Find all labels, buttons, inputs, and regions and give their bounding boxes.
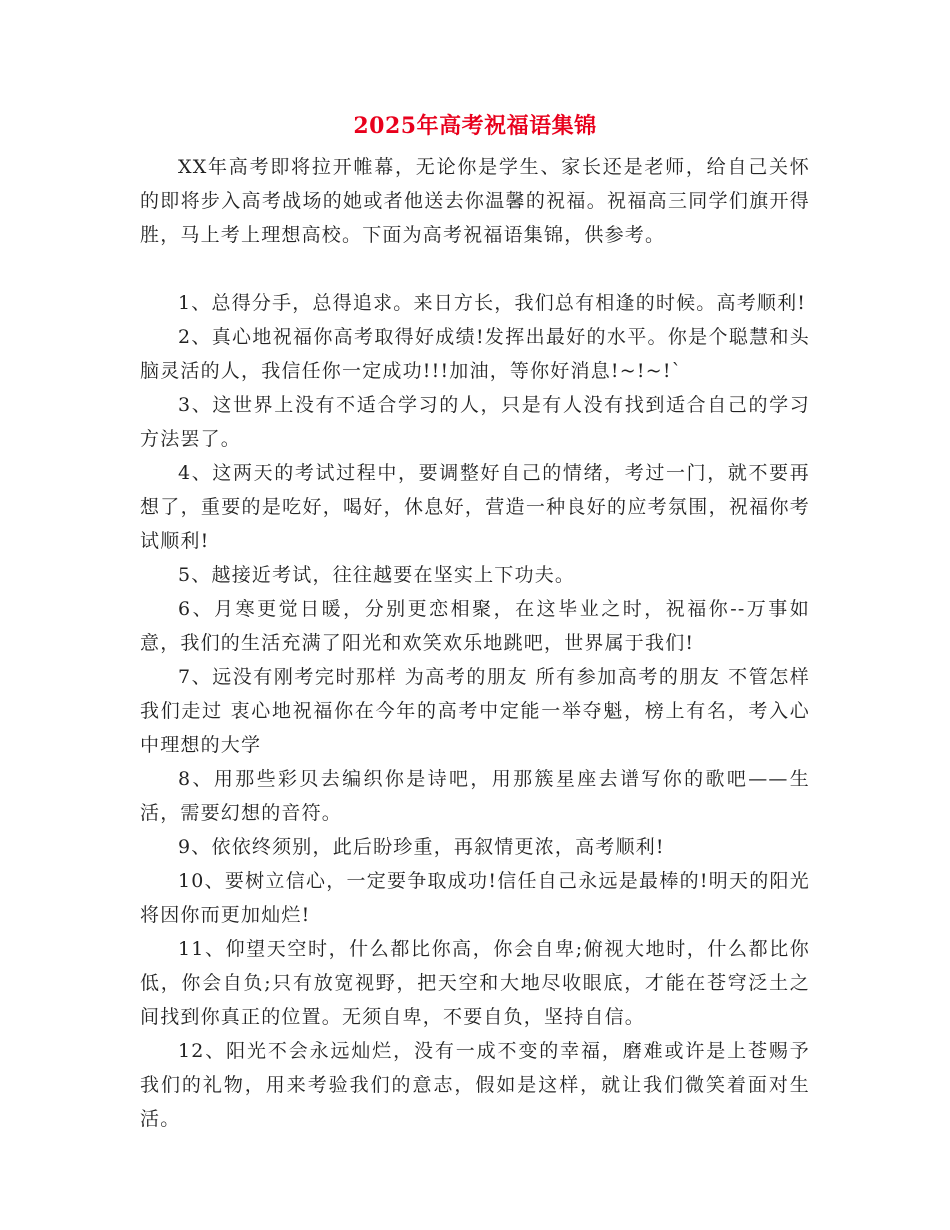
blessing-item-1: 1、总得分手，总得追求。来日方长，我们总有相逢的时候。高考顺利! bbox=[178, 292, 807, 314]
document-title: 2025年高考祝福语集锦 bbox=[353, 113, 597, 139]
blessing-item-3: 3、这世界上没有不适合学习的人，只是有人没有找到适合自己的学习方法罢了。 bbox=[140, 394, 810, 450]
blessing-item-9: 9、依依终须别，此后盼珍重，再叙情更浓，高考顺利! bbox=[178, 836, 665, 858]
blessing-item-10: 10、要树立信心，一定要争取成功!信任自己永远是最棒的!明天的阳光将因你而更加灿烂! bbox=[140, 870, 810, 926]
intro-paragraph: XX年高考即将拉开帷幕，无论你是学生、家长还是老师，给自己关怀的即将步入高考战场的她或者他送去你温馨的祝福。祝福高三同学们旗开得胜，马上考上理想高校。下面为高考祝福语集锦，供参考。 bbox=[140, 156, 810, 246]
blessing-item-8: 8、用那些彩贝去编织你是诗吧，用那簇星座去谱写你的歌吧——生活，需要幻想的音符。 bbox=[140, 768, 810, 824]
blessing-item-11: 11、仰望天空时，什么都比你高，你会自卑;俯视大地时，什么都比你低，你会自负;只有放宽视野，把天空和大地尽收眼底，才能在苍穹泛土之间找到你真正的位置。无须自卑，不要自负，坚持自信。 bbox=[140, 938, 810, 1028]
blessing-item-7: 7、远没有刚考完时那样 为高考的朋友 所有参加高考的朋友 不管怎样我们走过 衷心地祝福你在今年的高考中定能一举夺魁，榜上有名，考入心中理想的大学 bbox=[140, 666, 810, 756]
blessing-item-12: 12、阳光不会永远灿烂，没有一成不变的幸福，磨难或许是上苍赐予我们的礼物，用来考验我们的意志，假如是这样，就让我们微笑着面对生活。 bbox=[140, 1040, 810, 1130]
blessing-item-4: 4、这两天的考试过程中，要调整好自己的情绪，考过一门，就不要再想了，重要的是吃好，喝好，休息好，营造一种良好的应考氛围，祝福你考试顺利! bbox=[140, 462, 810, 552]
blessing-item-5: 5、越接近考试，往往越要在坚实上下功夫。 bbox=[178, 564, 576, 586]
blessing-item-6: 6、月寒更觉日暖，分别更恋相聚，在这毕业之时，祝福你--万事如意，我们的生活充满了阳光和欢笑欢乐地跳吧，世界属于我们! bbox=[140, 598, 810, 654]
blessing-item-2: 2、真心地祝福你高考取得好成绩!发挥出最好的水平。你是个聪慧和头脑灵活的人，我信任你一定成功!!!加油，等你好消息!~!~!` bbox=[140, 326, 810, 382]
document-body bbox=[140, 150, 810, 1136]
